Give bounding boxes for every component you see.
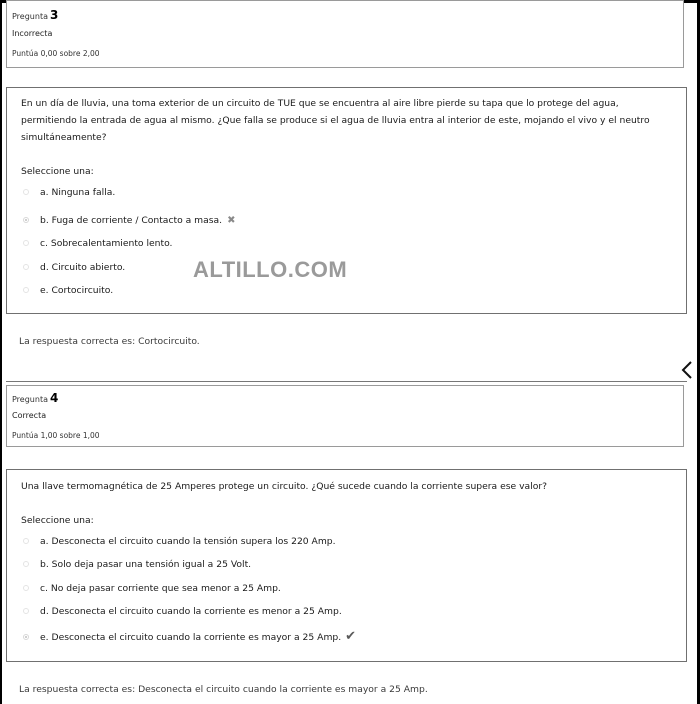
question-text: Una llave termomagnética de 25 Amperes protege un circuito. ¿Qué sucede cuando la corriente supera ese valor? xyxy=(21,481,547,492)
question-state: Correcta xyxy=(12,411,47,420)
question-label: Pregunta 3 xyxy=(12,8,59,22)
radio-button[interactable] xyxy=(23,240,29,246)
question-3-info xyxy=(6,0,684,68)
option-a[interactable] xyxy=(23,534,336,548)
cross-icon: ✖ xyxy=(227,214,236,226)
option-label: d. Circuito abierto. xyxy=(40,261,126,273)
radio-button[interactable] xyxy=(23,538,29,544)
question-4-info xyxy=(6,385,684,447)
question-state: Incorrecta xyxy=(12,29,53,38)
option-label: a. Desconecta el circuito cuando la tensión supera los 220 Amp. xyxy=(40,535,336,547)
question-text: En un día de lluvia, una toma exterior de un circuito de TUE que se encuentra al aire libre pierde su tapa que lo protege del agua, permitiendo la entrada de agua al mismo. ¿Que falla se produce si el agua de lluvia entra al interior de este, mojando el vivo y el neutro simultáneamente? xyxy=(21,98,650,143)
correct-answer-feedback: La respuesta correcta es: Cortocircuito. xyxy=(19,336,200,347)
select-prompt: Seleccione una: xyxy=(21,166,94,177)
radio-button[interactable] xyxy=(23,217,29,223)
question-grade: Puntúa 0,00 sobre 2,00 xyxy=(12,49,100,58)
option-label: b. Solo deja pasar una tensión igual a 25 Volt. xyxy=(40,558,252,570)
option-label: b. Fuga de corriente / Contacto a masa. xyxy=(40,214,223,226)
correct-answer-feedback: La respuesta correcta es: Desconecta el circuito cuando la corriente es mayor a 25 Amp. xyxy=(19,684,428,695)
option-d[interactable] xyxy=(23,260,125,274)
watermark-text: ALTILLO.COM xyxy=(193,257,348,282)
option-label: d. Desconecta el circuito cuando la corriente es menor a 25 Amp. xyxy=(40,605,342,617)
option-label: c. No deja pasar corriente que sea menor a 25 Amp. xyxy=(40,582,281,594)
option-b[interactable] xyxy=(23,557,251,571)
select-prompt: Seleccione una: xyxy=(21,515,94,526)
frame-left-border xyxy=(0,0,2,704)
option-b[interactable] xyxy=(23,213,236,227)
option-c[interactable] xyxy=(23,581,281,595)
option-e[interactable] xyxy=(23,283,113,297)
option-d[interactable] xyxy=(23,604,342,618)
radio-button[interactable] xyxy=(23,287,29,293)
radio-button[interactable] xyxy=(23,561,29,567)
option-label: e. Cortocircuito. xyxy=(40,284,114,296)
question-4-content xyxy=(6,469,687,662)
divider xyxy=(6,381,687,382)
option-c[interactable] xyxy=(23,236,172,250)
question-grade: Puntúa 1,00 sobre 1,00 xyxy=(12,431,100,440)
radio-button[interactable] xyxy=(23,189,29,195)
option-label: a. Ninguna falla. xyxy=(40,186,116,198)
question-number: 4 xyxy=(49,391,59,405)
option-e[interactable] xyxy=(23,630,356,644)
radio-button[interactable] xyxy=(23,608,29,614)
option-label: e. Desconecta el circuito cuando la corriente es mayor a 25 Amp. xyxy=(40,631,342,643)
radio-button[interactable] xyxy=(23,634,29,640)
check-icon: ✔ xyxy=(345,629,357,644)
radio-button[interactable] xyxy=(23,585,29,591)
chevron-left-icon[interactable] xyxy=(680,360,694,380)
option-label: c. Sobrecalentamiento lento. xyxy=(40,237,173,249)
radio-button[interactable] xyxy=(23,264,29,270)
option-a[interactable] xyxy=(23,185,115,199)
question-number: 3 xyxy=(49,8,59,22)
question-label: Pregunta 4 xyxy=(12,391,59,405)
